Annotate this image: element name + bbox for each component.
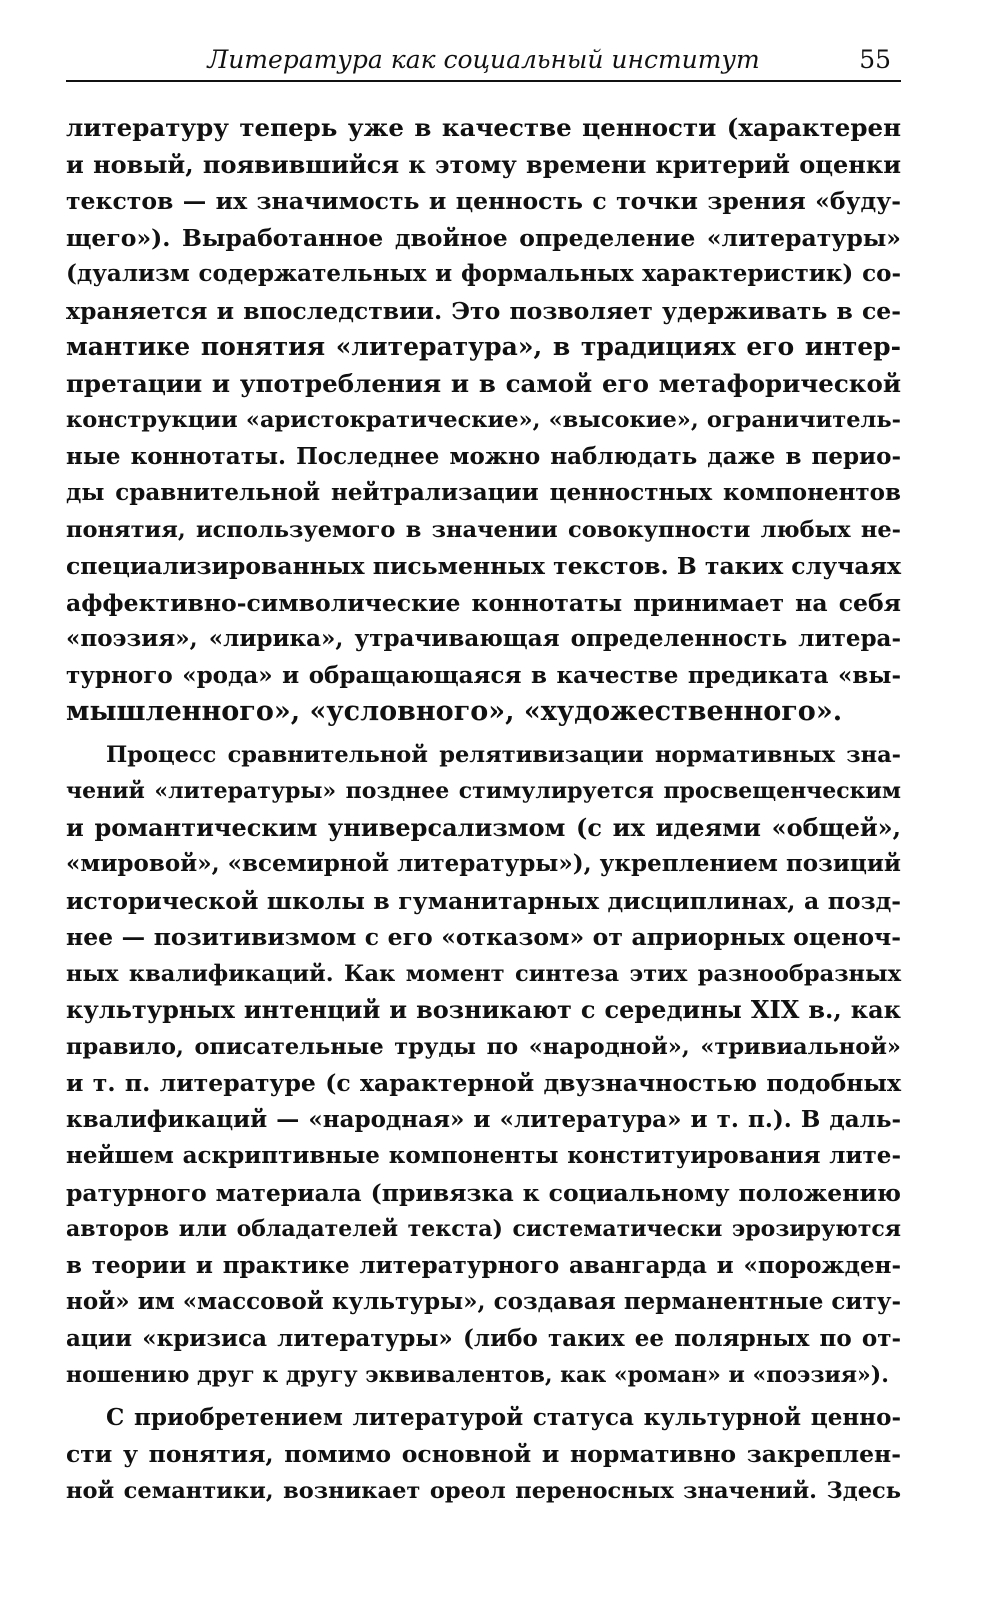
text-line: С приобретением литературой статуса культурной ценно-: [106, 1403, 901, 1431]
text-line: ной семантики, возникает ореол переносных значений. Здесь: [66, 1477, 901, 1504]
text-line: ратурного материала (привязка к социальному положению: [66, 1178, 901, 1207]
text-line: исторической школы в гуманитарных дисциплинах, а позд-: [66, 886, 901, 915]
text-line: квалификаций — «народная» и «литература» и т. п.). В даль-: [66, 1105, 901, 1133]
text-line: щего»). Выработанное двойное определение «литературы»: [66, 223, 901, 252]
text-line: ношению друг к другу эквивалентов, как «роман» и «поэзия»).: [66, 1362, 889, 1388]
text-line: и романтическим универсализмом (с их идеями «общей»,: [66, 812, 901, 842]
text-line: конструкции «аристократические», «высокие», ограничитель-: [66, 407, 901, 433]
text-line: текстов — их значимость и ценность с точки зрения «буду-: [66, 187, 901, 215]
text-line: нее — позитивизмом с его «отказом» от априорных оценоч-: [66, 923, 901, 951]
text-line: храняется и впоследствии. Это позволяет удерживать в се-: [66, 296, 901, 325]
header-rule: [66, 80, 901, 82]
text-line: турного «рода» и обращающаяся в качестве предиката «вы-: [66, 661, 901, 689]
text-line: мантике понятия «литература», в традициях его интер-: [66, 332, 901, 361]
text-line: сти у понятия, помимо основной и нормативно закреплен-: [66, 1440, 901, 1468]
running-title: Литература как социальный институт: [207, 45, 760, 74]
text-line: понятия, используемого в значении совокупности любых не-: [66, 516, 901, 543]
text-line: и новый, появившийся к этому времени критерий оценки: [66, 149, 901, 179]
text-line: аффективно-символические коннотаты принимает на себя: [66, 588, 901, 617]
text-line: «мировой», «всемирной литературы»), укреплением позиций: [66, 850, 901, 877]
text-line: ных квалификаций. Как момент синтеза этих разнообразных: [66, 960, 901, 987]
text-line: «поэзия», «лирика», утрачивающая определенность литера-: [66, 625, 901, 652]
running-head: [66, 44, 901, 84]
text-line: претации и употребления и в самой его метафорической: [66, 368, 901, 398]
text-line: ды сравнительной нейтрализации ценностных компонентов: [66, 479, 901, 506]
paragraph-2: [66, 737, 901, 1394]
text-line: культурных интенций и возникают с середины XIX в., как: [66, 995, 901, 1024]
text-line: авторов или обладателей текста) систематически эрозируются: [66, 1216, 901, 1242]
text-line: нейшем аскриптивные компоненты конституирования лите-: [66, 1142, 901, 1169]
text-line: ные коннотаты. Последнее можно наблюдать даже в перио-: [66, 442, 901, 470]
text-line: чений «литературы» позднее стимулируется просвещенческим: [66, 778, 901, 804]
text-line: и т. п. литературе (с характерной двузначностью подобных: [66, 1069, 901, 1097]
text-line: ации «кризиса литературы» (либо таких ее полярных по от-: [66, 1324, 901, 1352]
paragraph-1: [66, 110, 901, 731]
text-line: мышленного», «условного», «художественного».: [66, 696, 843, 727]
body-text: [66, 110, 901, 1509]
paragraph-3: [66, 1400, 901, 1510]
page-number: 55: [859, 45, 891, 74]
text-line: в теории и практике литературного авангарда и «порожден-: [66, 1251, 901, 1279]
text-line: (дуализм содержательных и формальных характеристик) со-: [66, 260, 901, 287]
text-line: Процесс сравнительной релятивизации нормативных зна-: [106, 741, 901, 768]
text-line: специализированных письменных текстов. В таких случаях: [66, 552, 901, 580]
text-line: ной» им «массовой культуры», создавая перманентные ситу-: [66, 1288, 901, 1315]
text-line: правило, описательные труды по «народной», «тривиальной»: [66, 1033, 901, 1060]
text-line: литературу теперь уже в качестве ценности (характерен: [66, 113, 901, 142]
